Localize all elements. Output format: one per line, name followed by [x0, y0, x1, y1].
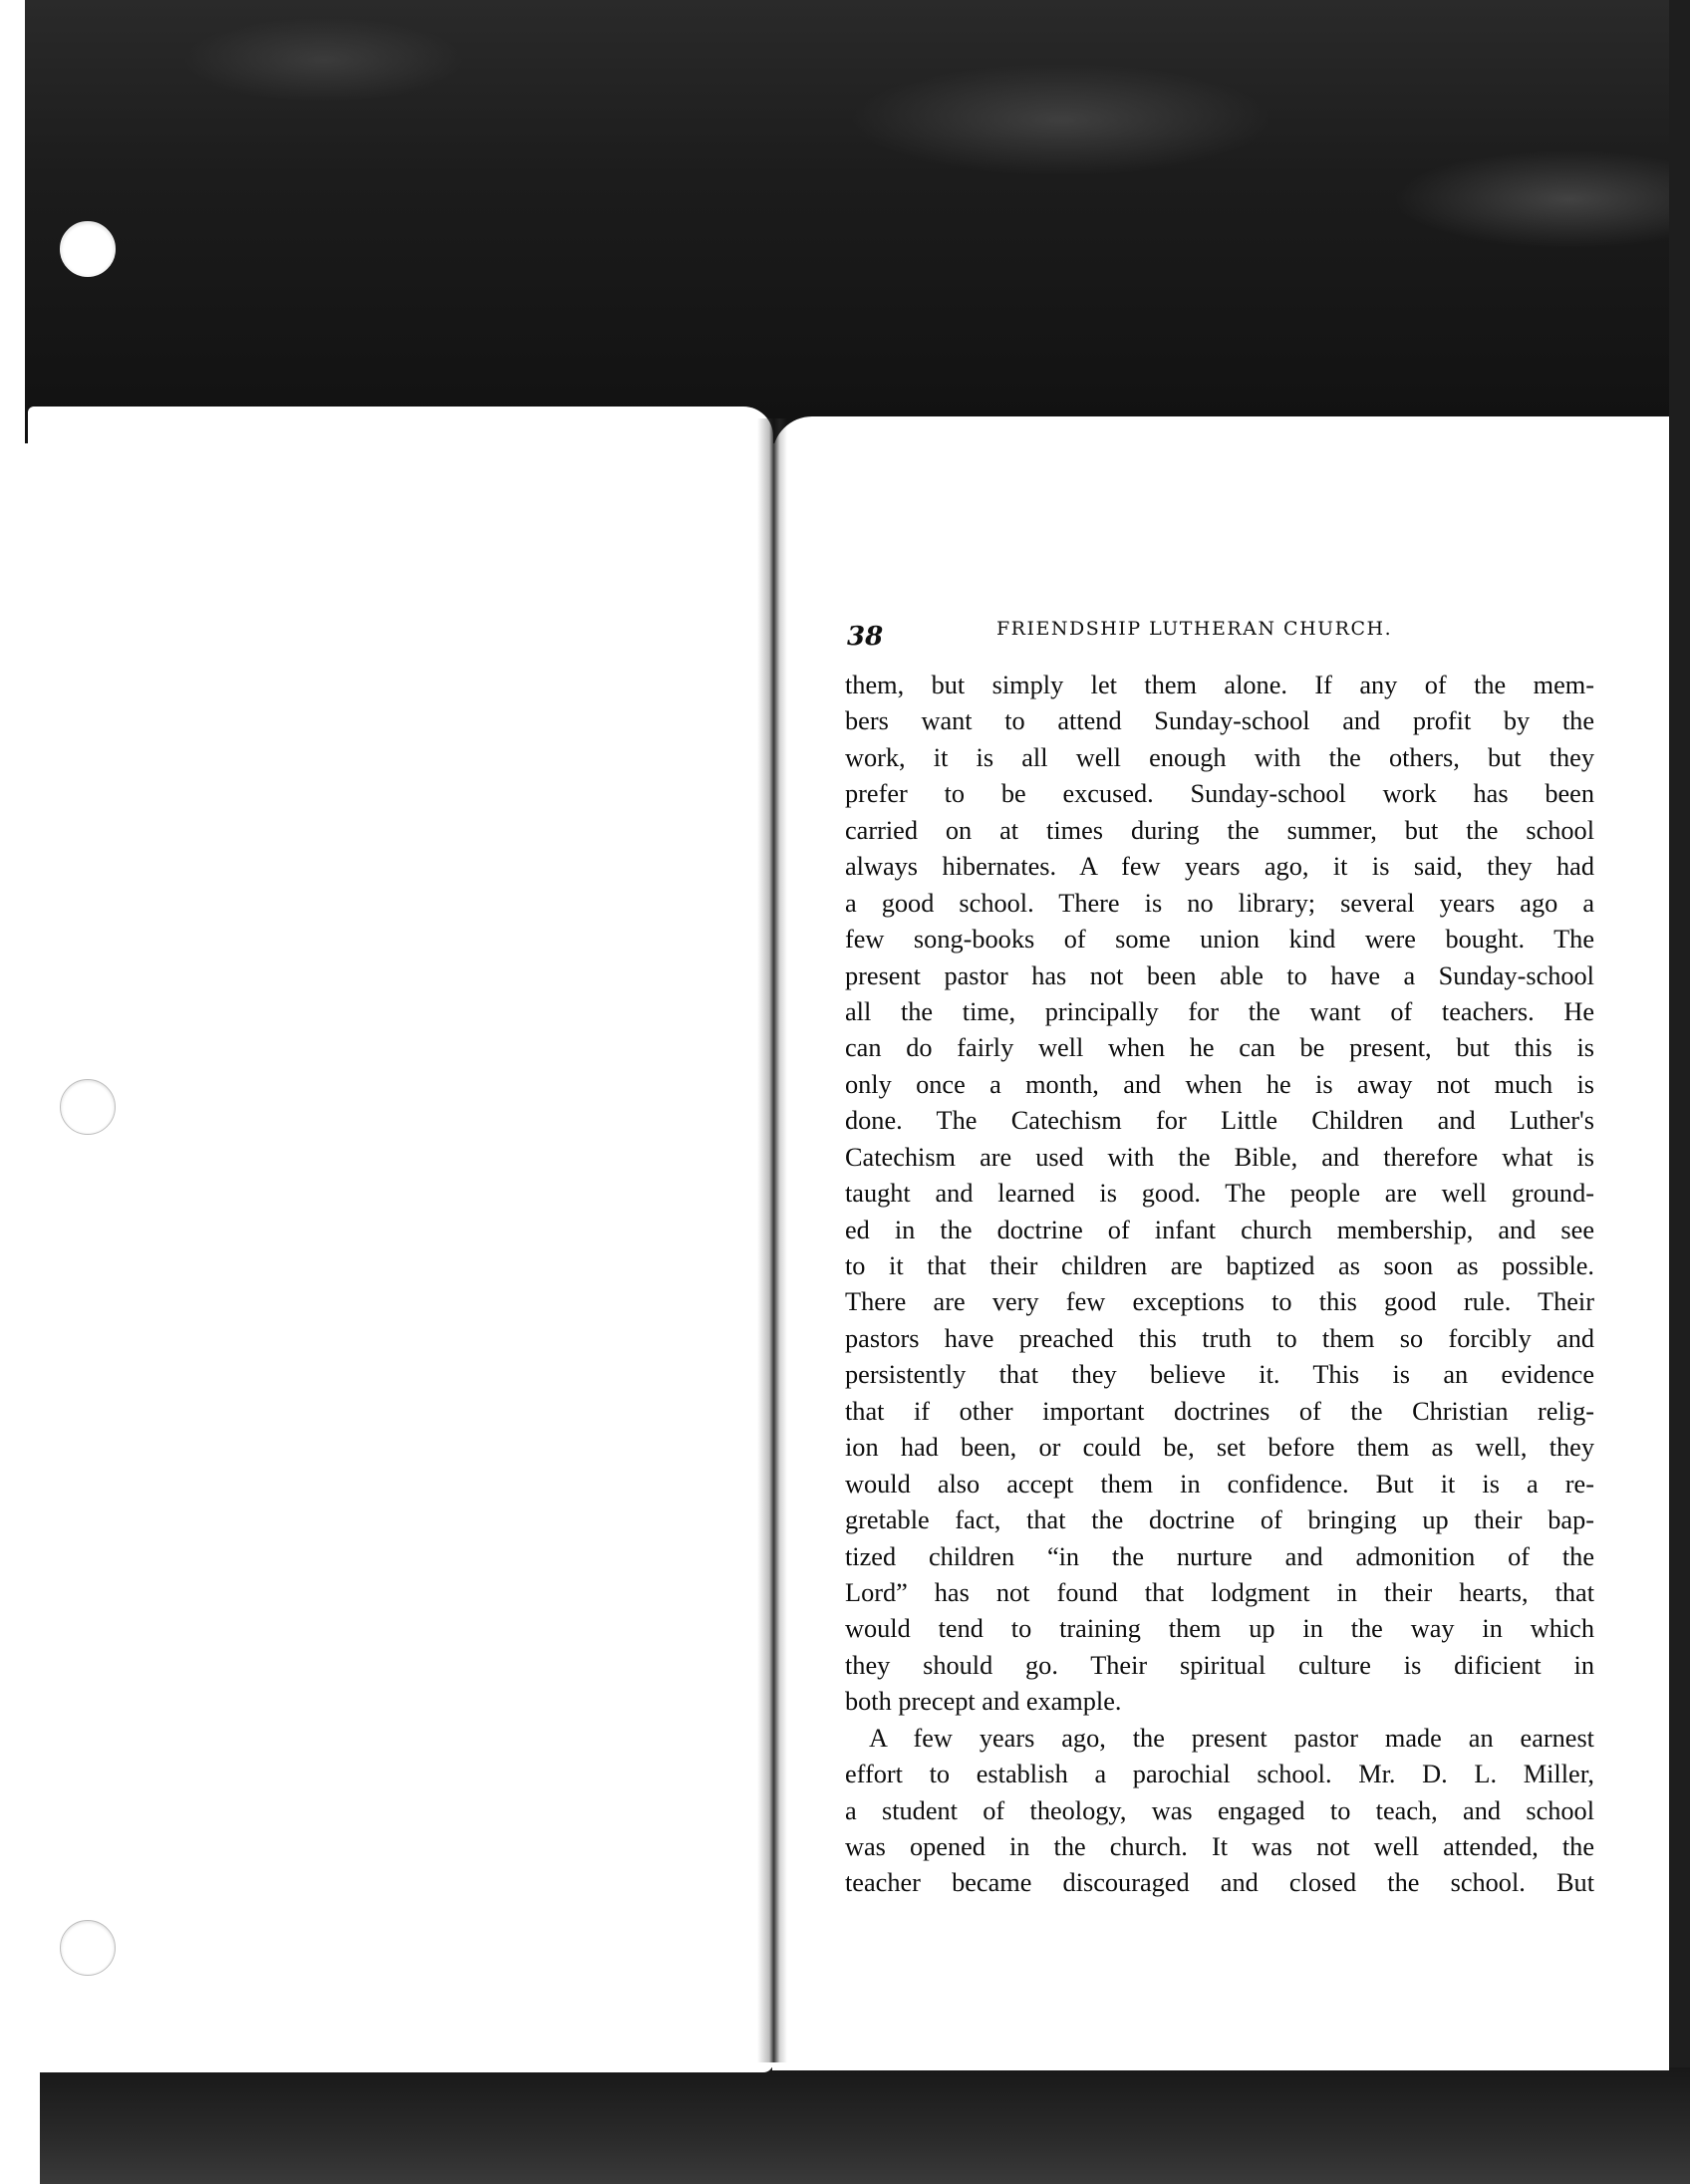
binder-hole-middle — [60, 1079, 116, 1135]
text-line: would tend to training them up in the way in which — [845, 1614, 1594, 1644]
body-text — [845, 668, 1594, 1902]
text-line: A few years ago, the present pastor made an earnest — [869, 1723, 1594, 1753]
binder-hole-bottom — [60, 1920, 116, 1976]
text-line: persistently that they believe it. This is an evidence — [845, 1360, 1594, 1390]
text-line: can do fairly well when he can be present, but this is — [845, 1033, 1594, 1063]
margin-strip — [0, 2067, 40, 2184]
scanner-shadow-right — [1669, 0, 1690, 2184]
text-line: them, but simply let them alone. If any of the mem- — [845, 671, 1594, 699]
text-line: that if other important doctrines of the Christian relig- — [845, 1396, 1594, 1426]
text-line: a good school. There is no library; several years ago a — [845, 888, 1594, 918]
text-line: always hibernates. A few years ago, it is said, they had — [845, 852, 1594, 882]
text-line: ion had been, or could be, set before them as well, they — [845, 1433, 1594, 1463]
text-line: tized children “in the nurture and admonition of the — [845, 1541, 1594, 1571]
text-line: to it that their children are baptized as soon as possible. — [845, 1251, 1594, 1280]
text-line: few song-books of some union kind were bought. The — [845, 925, 1594, 955]
text-line: There are very few exceptions to this good rule. Their — [845, 1287, 1594, 1317]
page-number: 38 — [847, 622, 884, 652]
text-line: pastors have preached this truth to them so forcibly and — [845, 1323, 1594, 1353]
running-title: FRIENDSHIP LUTHERAN CHURCH. — [996, 618, 1393, 640]
text-line: was opened in the church. It was not well attended, the — [845, 1832, 1594, 1861]
text-line: present pastor has not been able to have a Sunday-school — [845, 960, 1594, 990]
text-line: they should go. Their spiritual culture is dificient in — [845, 1650, 1594, 1680]
text-line: carried on at times during the summer, but the school — [845, 815, 1594, 845]
text-line: both precept and example. — [845, 1687, 1122, 1717]
left-page-blank — [28, 407, 773, 2072]
text-line: teacher became discouraged and closed the school. But — [845, 1868, 1594, 1898]
text-line: ed in the doctrine of infant church membership, and see — [845, 1215, 1594, 1244]
book-gutter — [757, 418, 787, 2062]
page-header — [847, 614, 1614, 654]
text-line: effort to establish a parochial school. Mr. D. L. Miller, — [845, 1760, 1594, 1789]
text-line: Lord” has not found that lodgment in their hearts, that — [845, 1577, 1594, 1607]
text-line: bers want to attend Sunday-school and profit by the — [845, 706, 1594, 736]
text-line: a student of theology, was engaged to teach, and school — [845, 1795, 1594, 1825]
scanner-shadow-top — [25, 0, 1690, 443]
binder-hole-top — [60, 221, 116, 277]
scanner-shadow-bottom — [40, 2067, 1690, 2184]
text-line: only once a month, and when he is away not much is — [845, 1069, 1594, 1099]
text-line: gretable fact, that the doctrine of bringing up their bap- — [845, 1505, 1594, 1535]
text-line: Catechism are used with the Bible, and therefore what is — [845, 1142, 1594, 1172]
text-line: taught and learned is good. The people are well ground- — [845, 1179, 1594, 1209]
text-line: done. The Catechism for Little Children and Luther's — [845, 1106, 1594, 1136]
text-line: would also accept them in confidence. But it is a re- — [845, 1469, 1594, 1499]
text-line: work, it is all well enough with the others, but they — [845, 742, 1594, 772]
text-line: all the time, principally for the want of teachers. He — [845, 996, 1594, 1026]
text-line: prefer to be excused. Sunday-school work has been — [845, 779, 1594, 809]
